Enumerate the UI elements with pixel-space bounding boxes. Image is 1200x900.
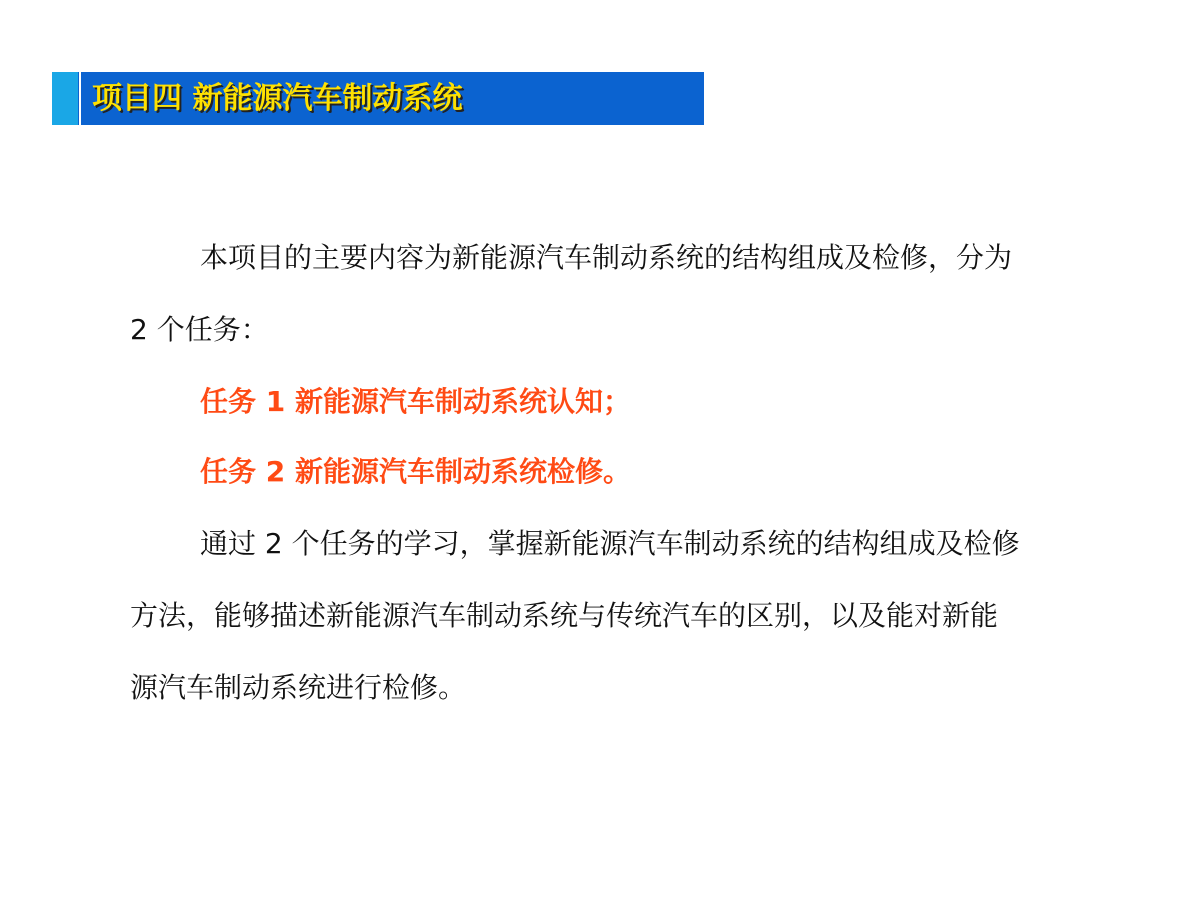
paragraph-1-line-1: 本项目的主要内容为新能源汽车制动系统的结构组成及检修，分为 (200, 241, 1013, 274)
title-bar (52, 72, 704, 125)
page-title: 项目四 新能源汽车制动系统 (92, 81, 463, 116)
paragraph-2-line-3: 源汽车制动系统进行检修。 (130, 671, 467, 704)
task-1: 任务 1 新能源汽车制动系统认知； (200, 385, 631, 418)
paragraph-1-line-2: 2 个任务： (130, 313, 269, 346)
title-accent-block (52, 72, 78, 125)
paragraph-2-line-2: 方法，能够描述新能源汽车制动系统与传统汽车的区别，以及能对新能 (130, 599, 999, 632)
title-divider (79, 72, 81, 125)
paragraph-2-line-1: 通过 2 个任务的学习，掌握新能源汽车制动系统的结构组成及检修 (200, 527, 1020, 560)
task-2: 任务 2 新能源汽车制动系统检修。 (200, 455, 631, 488)
